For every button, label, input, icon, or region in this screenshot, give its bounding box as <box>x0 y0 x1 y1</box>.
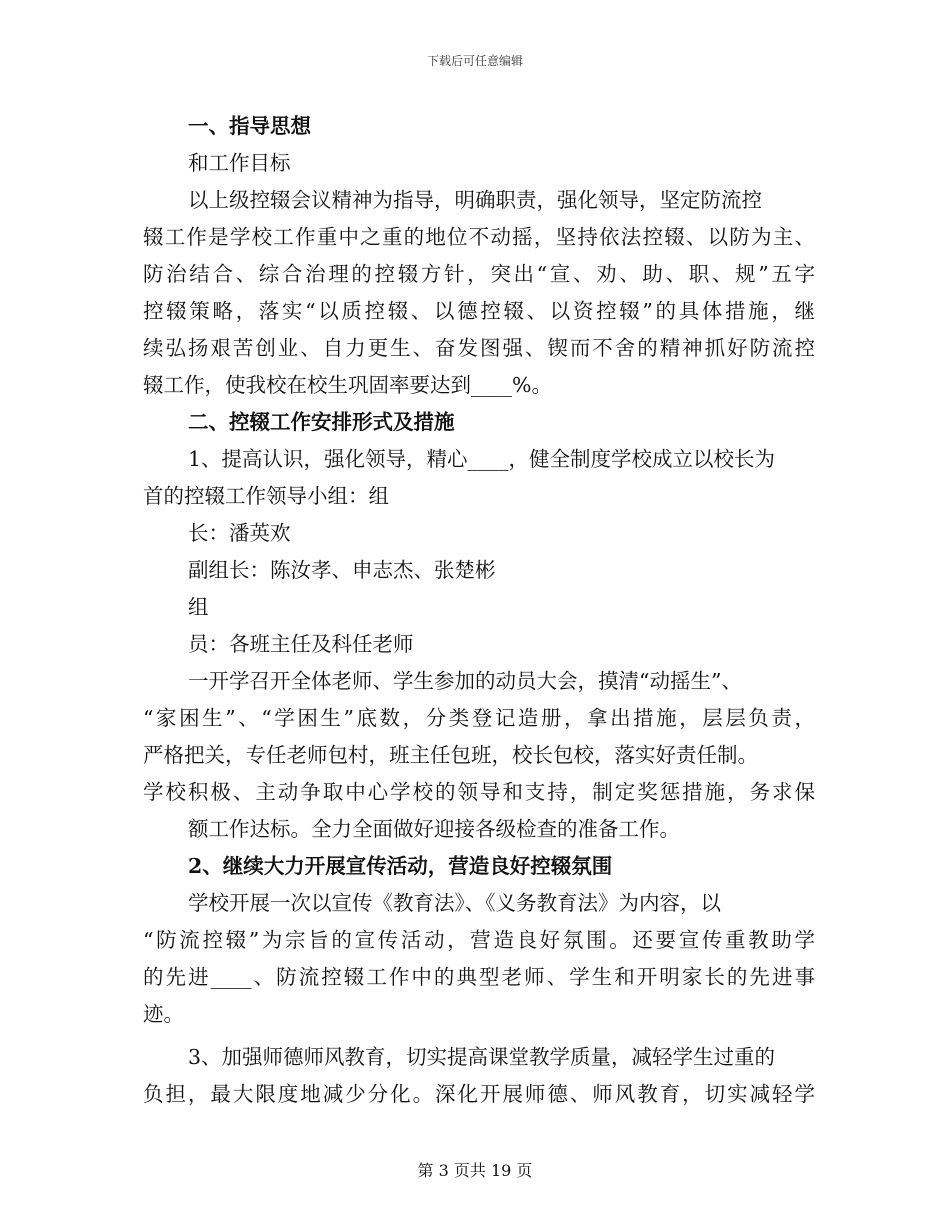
paragraph-line: 1、提高认识，强化领导，精心____，健全制度学校成立以校长为 <box>188 447 776 471</box>
paragraph-line: 员：各班主任及科任老师 <box>188 632 414 656</box>
page-header-note: 下载后可任意编辑 <box>426 54 523 68</box>
paragraph-line: 的先进____、防流控辍工作中的典型老师、学生和开明家长的先进事 <box>143 965 815 989</box>
paragraph-line: 副组长：陈汝孝、申志杰、张楚彬 <box>188 558 496 582</box>
paragraph-line: 辍工作，使我校在校生巩固率要达到____%。 <box>143 373 552 397</box>
paragraph-line: 负担，最大限度地减少分化。深化开展师德、师风教育，切实减轻学 <box>143 1082 815 1106</box>
paragraph-line: 迹。 <box>143 1002 184 1026</box>
paragraph-line: “家困生”、“学困生”底数，分类登记造册，拿出措施，层层负责， <box>143 706 815 730</box>
paragraph-line: 长：潘英欢 <box>188 521 291 545</box>
paragraph-line: 严格把关，专任老师包村，班主任包班，校长包校，落实好责任制。 <box>143 743 758 767</box>
paragraph-line: 续弘扬艰苦创业、自力更生、奋发图强、锲而不舍的精神抓好防流控 <box>143 336 815 360</box>
section-heading-2: 二、控辍工作安排形式及措施 <box>188 410 455 434</box>
page-number: 第 3 页共 19 页 <box>417 1161 533 1180</box>
paragraph-line: 和工作目标 <box>188 151 291 175</box>
paragraph-line: “防流控辍”为宗旨的宣传活动，营造良好氛围。还要宣传重教助学 <box>143 928 815 952</box>
paragraph-line: 学校积极、主动争取中心学校的领导和支持，制定奖惩措施，务求保 <box>143 780 815 804</box>
paragraph-line: 首的控辍工作领导小组：组 <box>143 484 389 508</box>
paragraph-line: 控辍策略，落实“以质控辍、以德控辍、以资控辍”的具体措施，继 <box>143 299 815 323</box>
paragraph-line: 辍工作是学校工作重中之重的地位不动摇，坚持依法控辍、以防为主、 <box>143 225 815 249</box>
document-body <box>143 108 815 1113</box>
section-heading-1: 一、指导思想 <box>188 114 311 138</box>
subsection-heading: 2、继续大力开展宣传活动，营造良好控辍氛围 <box>188 854 613 878</box>
paragraph-line: 防治结合、综合治理的控辍方针，突出“宣、劝、助、职、规”五字 <box>143 262 815 286</box>
paragraph-line: 额工作达标。全力全面做好迎接各级检查的准备工作。 <box>188 817 680 841</box>
paragraph-line: 以上级控辍会议精神为指导，明确职责，强化领导，坚定防流控 <box>188 188 762 212</box>
paragraph-line: 学校开展一次以宣传《教育法》、《义务教育法》为内容，以 <box>188 891 721 915</box>
paragraph-line: 3、加强师德师风教育，切实提高课堂教学质量，减轻学生过重的 <box>188 1045 776 1069</box>
paragraph-line: 一开学召开全体老师、学生参加的动员大会，摸清“动摇生”、 <box>188 669 742 693</box>
paragraph-line: 组 <box>188 595 209 619</box>
